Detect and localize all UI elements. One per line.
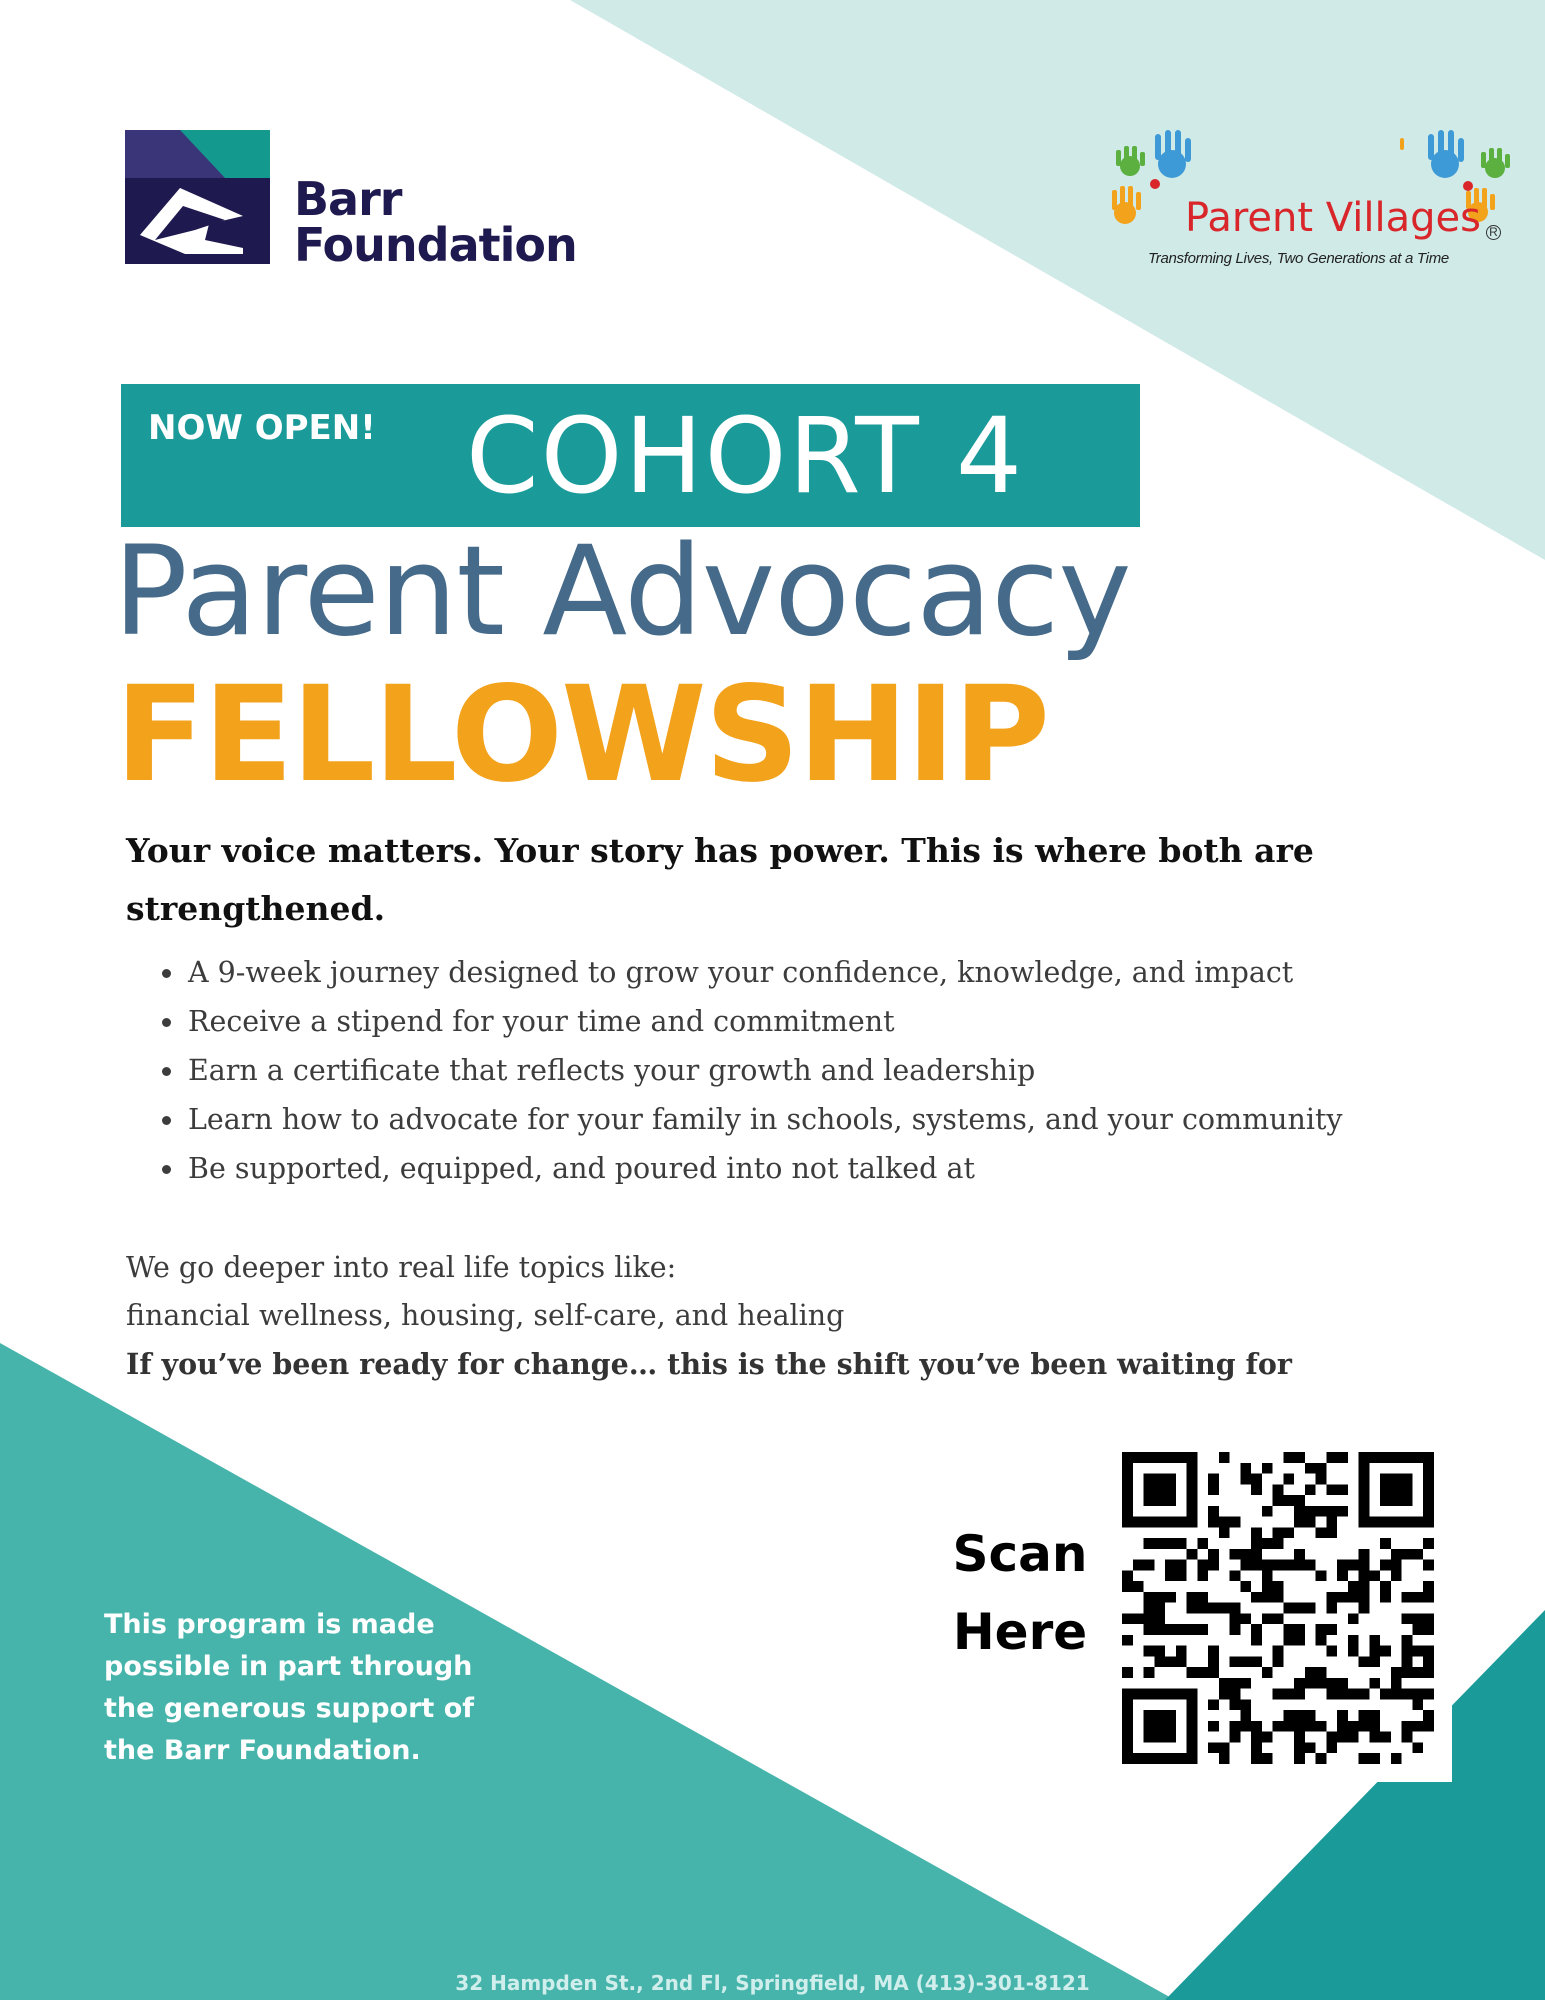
barr-foundation-logo-icon: [125, 130, 270, 264]
program-title: Parent Advocacy: [113, 520, 1131, 664]
cohort-title: COHORT 4: [466, 395, 1024, 517]
registered-mark: R: [1486, 225, 1501, 240]
parent-villages-name: Parent Villages: [1185, 195, 1481, 241]
list-item: • Learn how to advocate for your family in schools, systems, and your community: [186, 1095, 1476, 1144]
topics-closing: If you’ve been ready for change… this is the shift you’ve been waiting for: [126, 1347, 1292, 1381]
barr-foundation-name: [294, 172, 577, 272]
list-item: • Be supported, equipped, and poured into not talked at: [186, 1144, 1476, 1193]
list-item: • Receive a stipend for your time and commitment: [186, 997, 1476, 1046]
footer-address: 32 Hampden St., 2nd Fl, Springfield, MA (413)-301-8121: [455, 1971, 1090, 1995]
topics-list: financial wellness, housing, self-care, and healing: [126, 1299, 845, 1332]
headline: Your voice matters. Your story has power. This is where both are strengthened.: [126, 831, 1314, 928]
scan-line2: Here: [952, 1603, 1088, 1661]
topics-intro: We go deeper into real life topics like:: [126, 1251, 677, 1284]
list-item: • Earn a certificate that reflects your growth and leadership: [186, 1046, 1476, 1095]
barr-line1: Barr: [294, 172, 402, 226]
benefits-list: [148, 948, 1476, 1193]
fellowship-title: FELLOWSHIP: [115, 658, 1049, 812]
now-open-badge: NOW OPEN!: [148, 408, 376, 448]
topics-section: [126, 1244, 1426, 1388]
scan-line1: Scan: [952, 1525, 1088, 1583]
list-item: • A 9-week journey designed to grow your confidence, knowledge, and impact: [186, 948, 1476, 997]
barr-line2: Foundation: [294, 218, 577, 272]
scan-here-label: [935, 1515, 1105, 1671]
parent-villages-tagline: Transforming Lives, Two Generations at a Time: [1148, 250, 1449, 267]
support-note: This program is made possible in part through the generous support of the Barr Foundation.: [104, 1609, 474, 1766]
qr-code-icon[interactable]: [1122, 1452, 1434, 1764]
